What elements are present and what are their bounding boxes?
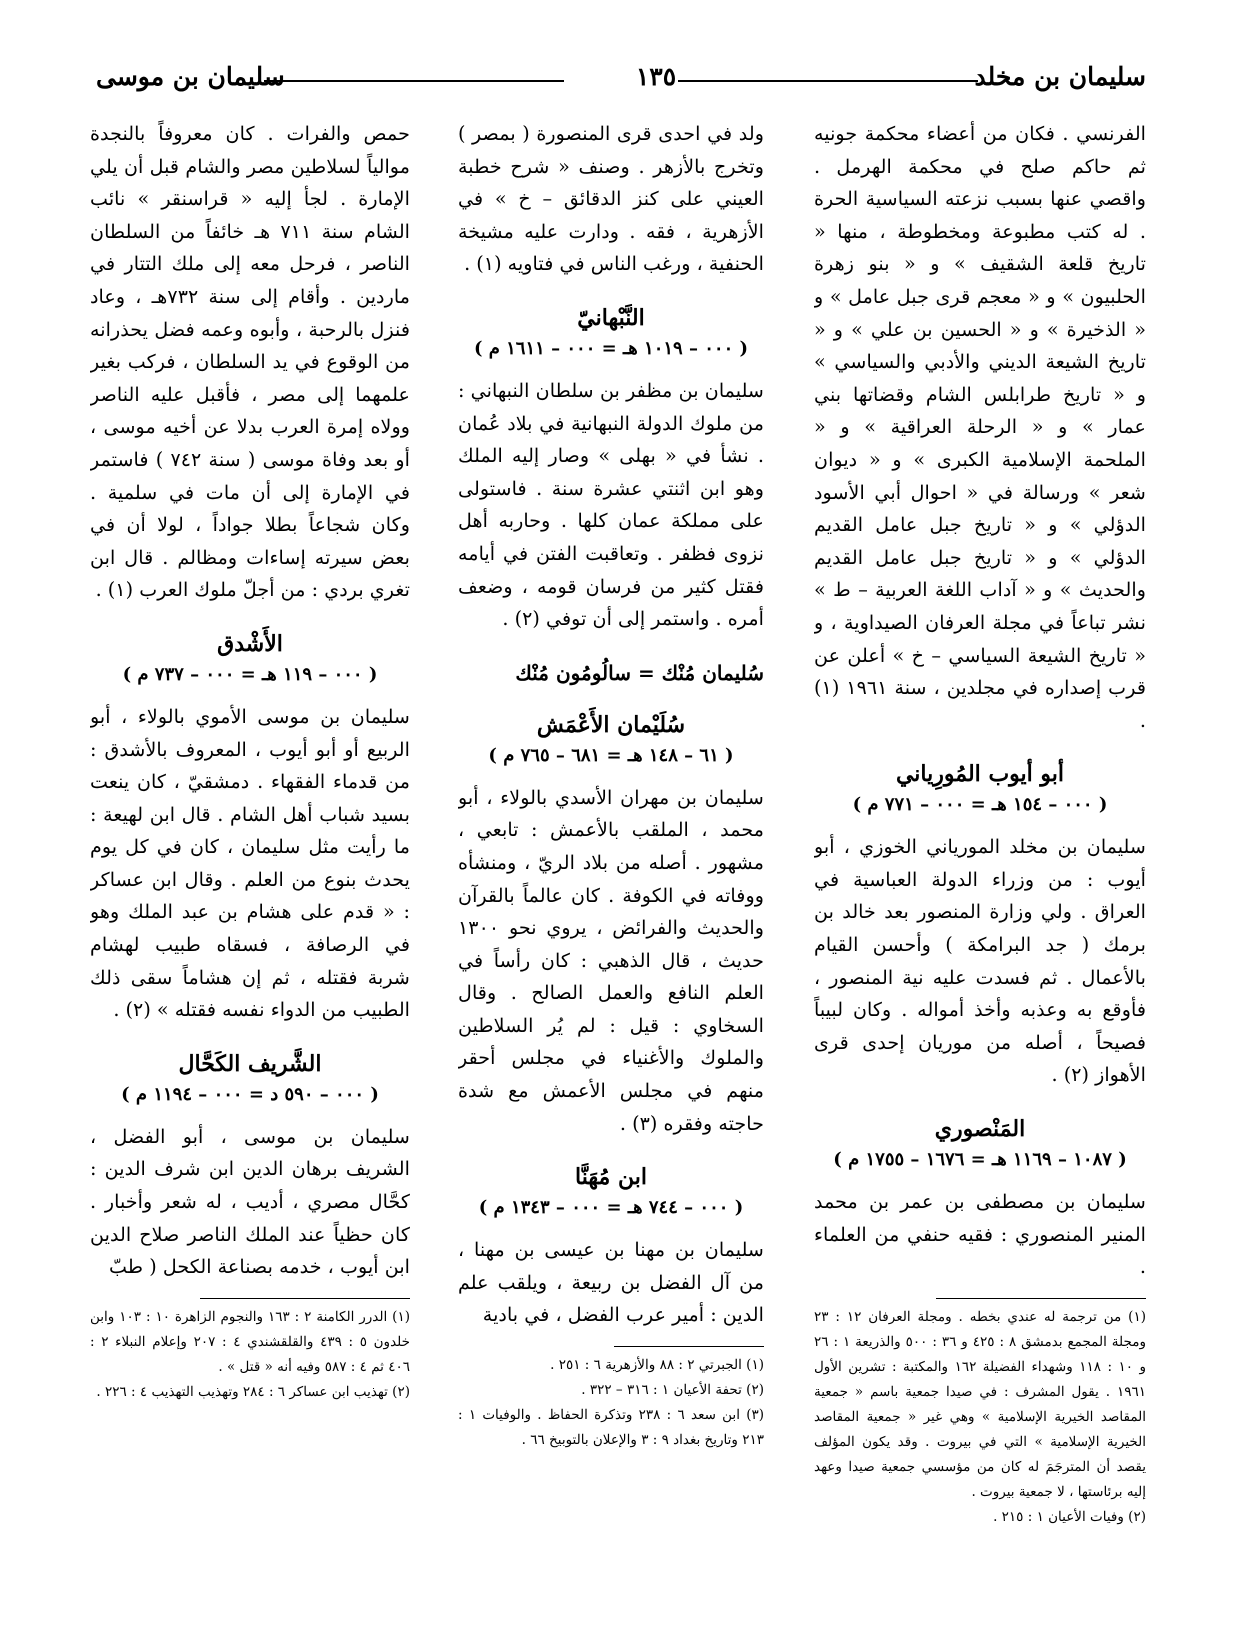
footnote-rule bbox=[200, 1298, 410, 1299]
entry-dates: ( ٠٠٠ – ١١٩ هـ = ٠٠٠ – ٧٣٧ م ) bbox=[122, 663, 378, 685]
entry-dates: ( ٠٠٠ – ٧٤٤ هـ = ٠٠٠ – ١٣٤٣ م ) bbox=[478, 1197, 744, 1219]
entry-dates: ( ٦١ – ١٤٨ هـ = ٦٨١ – ٧٦٥ م ) bbox=[488, 744, 734, 766]
entry-body: سليمان بن مهنا بن عيسى بن مهنا ، من آل الفضل بن ربيعة ، ويلقب علم الدين : أمير عرب الفضل ، في بادية bbox=[458, 1238, 764, 1327]
entry-body: سليمان بن مخلد المورياني الخوزي ، أبو أيوب : من وزراء الدولة العباسية في العراق . ولي وزارة المنصور بعد خالد بن برمك ( جد البرامكة ) وأحسن القيام بالأعمال . ثم فسدت عليه نية المنصور ، فأوقع به وعذبه وأخذ أمواله . وكان لبيباً فصيحاً ، أصله من موريان إحدى قرى الأهواز (٢) . bbox=[814, 835, 1146, 1087]
footnote-rule bbox=[614, 1346, 764, 1347]
footnote-1: (١) من ترجمة له عندي بخطه . ومجلة العرفان ١٢ : ٢٣ ومجلة المجمع بدمشق ٨ : ٤٢٥ و ٣٦ : ٥٠٠ والذريعة ١ : ٢٦ و ١٠ : ١١٨ وشهداء الفضيلة ١٦٢ والمكتبة : تشرين الأول ١٩٦١ . يقول المشرف : في صيدا جمعية باسم « جمعية المقاصد الخيرية الإسلامية » وهي غير « جمعية المقاصد الخيرية الإسلامية » التي في بيروت . وقد يكون المؤلف يقصد أن المترجَمَ له كان من مؤسسي جمعية صيدا وعهد إليه برئاستها ، لا جمعية بيروت . bbox=[814, 1308, 1146, 1500]
entry-dates: ( ٠٠٠ – ٥٩٠ د = ٠٠٠ – ١١٩٤ م ) bbox=[121, 1083, 379, 1105]
entry-body: سليمان بن موسى ، أبو الفضل ، الشريف برهان الدين ابن شرف الدين : كحَّال مصري ، أديب ، له شعر وأخبار . كان حظياً عند الملك الناصر صلاح الدين ابن أيوب ، خدمه بصناعة الكحل ( طبّ bbox=[90, 1124, 410, 1279]
cross-reference: سُليمان مُنْك = سالُومُون مُنْك bbox=[515, 660, 764, 685]
entry-title-ibn-muhanna: ابن مُهَنَّا bbox=[575, 1164, 647, 1191]
entry-title-abu-ayyub: أبو أيوب المُورِياني bbox=[895, 761, 1065, 788]
header-left-name: سليمان بن موسى bbox=[96, 62, 285, 91]
footnote-3: (٣) ابن سعد ٦ : ٢٣٨ وتذكرة الحفاظ . والوفيات ١ : ٢١٣ وتاريخ بغداد ٩ : ٣ والإعلان بالتوبيخ ٦٦ . bbox=[458, 1407, 764, 1449]
entry-title-ashdaq: الأَشْدق bbox=[217, 630, 283, 657]
entry-continuation: الفرنسي . فكان من أعضاء محكمة جونيه ثم حاكم صلح في محكمة الهرمل . واقصي عنها بسبب نزعته السياسية الحرة . له كتب مطبوعة ومخطوطة ، منها « تاريخ قلعة الشقيف » و « بنو زهرة الحلبيون » و « معجم قرى جبل عامل » و « الذخيرة » و « الحسين بن علي » و « تاريخ الشيعة الديني والأدبي والسياسي » و « تاريخ طرابلس الشام وقضاتها بني عمار » و « الرحلة العراقية » و « الملحمة الإسلامية الكبرى » و « ديوان شعر » ورسالة في « احوال أبي الأسود الدؤلي » و « تاريخ جبل عامل القديم الدؤلي » و « تاريخ جبل عامل القديم والحديث » و « آداب اللغة العربية – ط » نشر تباعاً في مجلة العرفان الصيداوية ، و « تاريخ الشيعة السياسي – خ » أعلن عن قرب إصداره في مجلدين ، سنة ١٩٦١ (١) . bbox=[814, 122, 1146, 732]
entry-title-kahhal: الشَّريف الكَحَّال bbox=[178, 1050, 322, 1077]
right-column bbox=[814, 118, 1146, 1601]
footnote-rule bbox=[936, 1298, 1146, 1299]
footnote-2: (٢) تهذيب ابن عساكر ٦ : ٢٨٤ وتهذيب التهذيب ٤ : ٢٢٦ . bbox=[96, 1383, 410, 1400]
middle-column bbox=[458, 118, 764, 1601]
header-right-name: سليمان بن مخلد bbox=[974, 62, 1146, 91]
entry-continuation: ولد في احدى قرى المنصورة ( بمصر ) وتخرج بالأزهر . وصنف « شرح خطبة العيني على كنز الدقائق – خ » في الأزهرية ، فقه . ودارت عليه مشيخة الحنفية ، ورغب الناس في فتاويه (١) . bbox=[458, 122, 764, 276]
page-number: ١٣٥ bbox=[635, 62, 677, 91]
running-header bbox=[96, 62, 1146, 102]
entry-body: سليمان بن مصطفى بن عمر بن محمد المنير المنصوري : فقيه حنفي من العلماء . bbox=[814, 1190, 1146, 1279]
entry-title-amash: سُلَيْمان الأَعْمَش bbox=[536, 711, 686, 738]
entry-dates: ( ٠٠٠ – ١٠١٩ هـ = ٠٠٠ – ١٦١١ م ) bbox=[473, 337, 749, 359]
entry-title-mansuri: المَنْصوري bbox=[934, 1116, 1026, 1143]
footnote-1: (١) الجبرتي ٢ : ٨٨ والأزهرية ٦ : ٢٥١ . bbox=[550, 1357, 764, 1374]
entry-continuation: حمص والفرات . كان معروفاً بالنجدة موالياً لسلاطين مصر والشام قبل أن يلي الإمارة . لجأ إليه « قراسنقر » نائب الشام سنة ٧١١ هـ خائفاً من السلطان الناصر ، فرحل معه إلى ملك التتار في ماردين . وأقام إلى سنة ٧٣٢هـ ، وعاد فنزل بالرحبة ، وأبوه وعمه فضل يحذرانه من الوقوع في يد السلطان ، فركب بغير علمهما إلى مصر ، فأقبل عليه الناصر وولاه إمرة العرب بدلا عن أخيه موسى ، أو بعد وفاة موسى ( سنة ٧٤٢ ) فاستمر في الإمارة إلى أن مات في سلمية . وكان شجاعاً بطلا جواداً ، لولا أن في بعض سيرته إساءات ومظالم . قال ابن تغري بردي : من أجلّ ملوك العرب (١) . bbox=[90, 122, 410, 602]
footnotes bbox=[814, 1305, 1146, 1530]
entry-dates: ( ١٠٨٧ – ١١٦٩ هـ = ١٦٧٦ – ١٧٥٥ م ) bbox=[833, 1149, 1127, 1171]
header-rule-left bbox=[264, 80, 564, 82]
header-rule-right bbox=[678, 80, 978, 82]
entry-body: سليمان بن موسى الأموي بالولاء ، أبو الربيع أو أبو أيوب ، المعروف بالأشدق : من قدماء الفقهاء . دمشقيّ ، كان ينعت بسيد شباب أهل الشام . قال ابن لهيعة : ما رأيت مثل سليمان ، كان في كل يوم يحدث بنوع من العلم . وقال ابن عساكر : « قدم على هشام بن عبد الملك وهو في الرصافة ، فسقاه طبيب لهشام شربة فقتله ، ثم إن هشاماً سقى ذلك الطبيب من الدواء نفسه فقتله » (٢) . bbox=[90, 704, 410, 1022]
footnote-2: (٢) تحفة الأعيان ١ : ٣١٦ – ٣٢٢ . bbox=[581, 1382, 764, 1399]
footnotes bbox=[90, 1305, 410, 1405]
footnotes bbox=[458, 1353, 764, 1453]
footnote-1: (١) الدرر الكامنة ٢ : ١٦٣ والنجوم الزاهرة ١٠ : ١٠٣ وابن خلدون ٥ : ٤٣٩ والقلقشندي ٤ : ٢٠٧ وإعلام النبلاء ٢ : ٤٠٦ ثم ٤ : ٥٨٧ وفيه أنه « قتل » . bbox=[90, 1308, 410, 1375]
footnote-2: (٢) وفيات الأعيان ١ : ٢١٥ . bbox=[993, 1508, 1146, 1525]
left-column bbox=[90, 118, 410, 1601]
entry-dates: ( ٠٠٠ – ١٥٤ هـ = ٠٠٠ – ٧٧١ م ) bbox=[852, 794, 1108, 816]
entry-body: سليمان بن مظفر بن سلطان النبهاني : من ملوك الدولة النبهانية في بلاد عُمان . نشأ في « بهلى » وصار إليه الملك وهو ابن اثنتي عشرة سنة . فاستولى على مملكة عمان كلها . وحاربه أهل نزوى فظفر . وتعاقبت الفتن في أيامه فقتل كثير من فرسان قومه ، وضعف أمره . واستمر إلى أن توفي (٢) . bbox=[458, 378, 764, 631]
entry-body: سليمان بن مهران الأسدي بالولاء ، أبو محمد ، الملقب بالأعمش : تابعي ، مشهور . أصله من بلاد الريّ ، ومنشأه ووفاته في الكوفة . كان عالماً بالقرآن والحديث والفرائض ، يروي نحو ١٣٠٠ حديث ، قال الذهبي : كان رأساً في العلم النافع والعمل الصالح . وقال السخاوي : قيل : لم يُر السلاطين والملوك والأغنياء في مجلس أحقر منهم في مجلس الأعمش مع شدة حاجته وفقره (٣) . bbox=[458, 785, 764, 1135]
entry-title-nabhani: النَّبْهانيّ bbox=[577, 304, 645, 331]
